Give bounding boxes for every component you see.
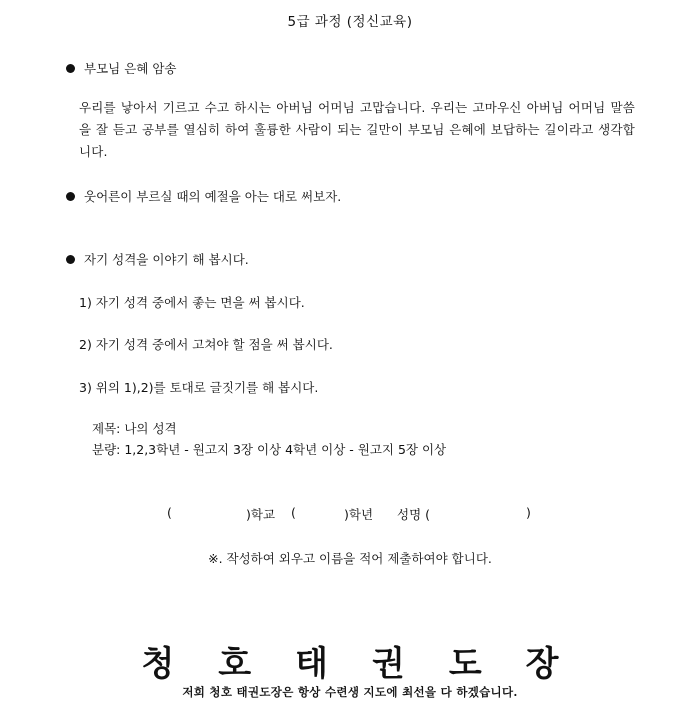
section-1-heading-text: 부모님 은혜 암송 bbox=[84, 61, 177, 76]
section-2-heading-text: 웃어른이 부르실 때의 예절을 아는 대로 써보자. bbox=[84, 189, 342, 204]
section-2-heading bbox=[66, 187, 341, 205]
bullet-icon bbox=[66, 255, 75, 264]
submission-note: ※. 작성하여 외우고 이름을 적어 제출하여야 합니다. bbox=[208, 551, 492, 566]
school-open-paren: ( bbox=[167, 505, 172, 520]
recitation-paragraph: 우리를 낳아서 기르고 수고 하시는 아버님 어머님 고맙습니다. 우리는 고마우신 아버님 어머님 말씀을 잘 듣고 공부를 열심히 하여 훌륭한 사람이 되는 길만이 부모님 은혜에 보답하는 길이라고 생각합니다. bbox=[79, 100, 635, 159]
name-close-paren: ) bbox=[526, 505, 531, 520]
composition-subject: 제목: 나의 성격 bbox=[92, 421, 177, 436]
composition-length: 분량: 1,2,3학년 - 원고지 3장 이상 4학년 이상 - 원고지 5장 이상 bbox=[92, 442, 447, 457]
bullet-icon bbox=[66, 64, 75, 73]
grade-open-paren: ( bbox=[291, 505, 296, 520]
section-3-heading-text: 자기 성격을 이야기 해 봅시다. bbox=[84, 252, 249, 267]
school-field-label[interactable]: )학교 bbox=[246, 507, 276, 522]
school-name: 청호태권도장 bbox=[141, 644, 603, 684]
section-3-heading bbox=[66, 250, 249, 268]
question-3: 3) 위의 1),2)를 토대로 글짓기를 해 봅시다. bbox=[79, 380, 319, 395]
question-1: 1) 자기 성격 중에서 좋는 면을 써 봅시다. bbox=[79, 295, 305, 310]
grade-field-label[interactable]: )학년 bbox=[344, 507, 374, 522]
page-title: 5급 과정 (정신교육) bbox=[287, 14, 413, 30]
bullet-icon bbox=[66, 192, 75, 201]
name-field-label[interactable]: 성명 ( bbox=[397, 507, 431, 522]
school-motto: 저희 청호 태권도장은 항상 수련생 지도에 최선을 다 하겠습니다. bbox=[182, 685, 518, 699]
section-1-heading bbox=[66, 59, 176, 77]
question-2: 2) 자기 성격 중에서 고쳐야 할 점을 써 봅시다. bbox=[79, 337, 333, 352]
